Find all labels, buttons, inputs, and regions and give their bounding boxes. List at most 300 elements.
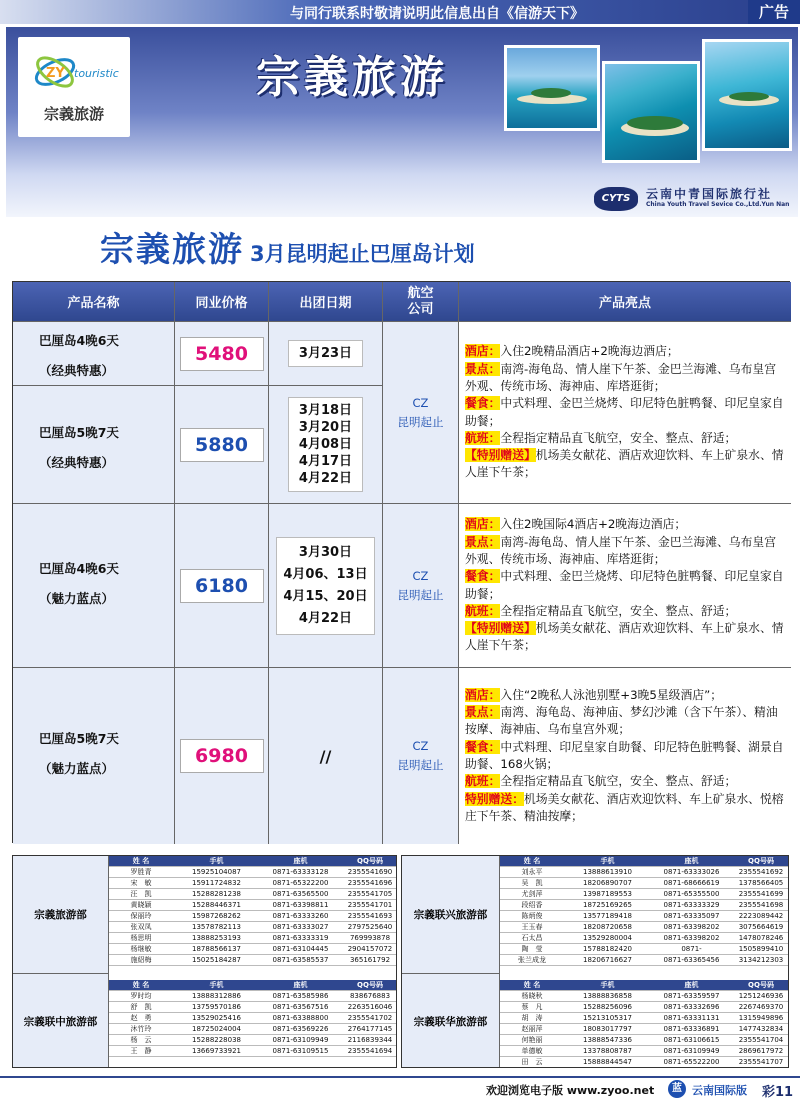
highlights-cell [459, 668, 791, 844]
hotel-label: 酒店： [465, 344, 501, 359]
contact-phone: 0871-63333260 [272, 912, 329, 920]
airline-code: CZ [412, 568, 429, 583]
highlight-gift [465, 447, 787, 482]
date-item: 4月22日 [298, 471, 353, 486]
product-name-cell [13, 668, 175, 844]
contact-qq: 2267469370 [738, 1003, 784, 1011]
product-sub: （经典特惠） [39, 455, 115, 470]
contact-phone: 0871-63398202 [663, 934, 720, 942]
airline-cell [383, 668, 459, 844]
island-photo-2 [602, 61, 700, 163]
contact-name: 罗时均 [130, 992, 152, 1000]
contact-name: 张双凤 [130, 923, 152, 931]
ad-label: 广告 [748, 0, 800, 24]
flight-label: 航班： [465, 774, 501, 789]
contact-row [500, 991, 789, 1002]
headline [100, 222, 475, 272]
contact-mobile: 15213105317 [583, 1014, 632, 1022]
hotel-label: 酒店： [465, 517, 501, 532]
contact-qq: 2263516046 [347, 1003, 393, 1011]
contact-phone: 0871-68666619 [663, 879, 720, 887]
contact-mobile: 13888312886 [192, 992, 241, 1000]
date-item: 4月06、13日 [283, 566, 368, 582]
footer [0, 1074, 800, 1100]
contact-row [109, 867, 397, 878]
spots-text: 南湾-海龟岛、情人崖下午茶、金巴兰海滩、乌布皇宫外观、传统市场、海神庙、库塔逛街； [465, 534, 776, 566]
meals-label: 餐食： [465, 569, 501, 584]
contact-qq: QQ号码 [357, 857, 383, 865]
contact-row [500, 911, 789, 922]
contact-row [109, 991, 397, 1002]
contact-row [109, 1002, 397, 1013]
product-table [12, 281, 790, 843]
contact-qq: 3134212303 [738, 956, 784, 964]
product-name: 巴厘岛4晚6天 [39, 333, 119, 348]
date-item: 3月30日 [298, 544, 353, 560]
contact-qq: 1378566405 [738, 879, 784, 887]
contact-row [500, 1002, 789, 1013]
contact-row [500, 1046, 789, 1057]
contact-row [109, 889, 397, 900]
contact-mobile: 15288256096 [583, 1003, 632, 1011]
contact-mobile: 手机 [600, 981, 615, 989]
product-name-cell [13, 386, 175, 504]
contact-mobile: 13669733921 [192, 1047, 241, 1055]
highlights-cell [459, 322, 791, 504]
dept-name: 宗義旅游部 [13, 856, 109, 974]
price-cell [175, 322, 269, 386]
header-price: 同业价格 [175, 282, 269, 322]
contact-row [500, 944, 789, 955]
contact-phone: 0871- [681, 945, 702, 953]
date-item: 4月17日 [298, 454, 353, 469]
contact-phone: 0871-63333027 [272, 923, 329, 931]
contact-phone: 0871-63104445 [272, 945, 329, 953]
source-notice: 与同行联系时敬请说明此信息出自《信游天下》 [290, 6, 584, 22]
header-airline-line1: 航空 [407, 285, 434, 301]
contact-qq: 2355541704 [738, 1036, 784, 1044]
footer-badge: 蓝 [668, 1080, 686, 1098]
contact-phone: 座机 [293, 981, 308, 989]
contact-phone: 座机 [293, 857, 308, 865]
contact-mobile: 13378808787 [583, 1047, 632, 1055]
contact-mobile: 15987268262 [192, 912, 241, 920]
highlight-hotel [465, 516, 787, 533]
contact-mobile: 15788182420 [583, 945, 632, 953]
contact-qq: 2223089442 [738, 912, 784, 920]
spots-text: 南湾-海龟岛、情人崖下午茶、金巴兰海滩、乌布皇宫外观、传统市场、海神庙、库塔逛街； [465, 361, 776, 393]
airline-note: 昆明起止 [397, 758, 444, 772]
dates-cell [269, 386, 383, 504]
contact-table-right [401, 855, 789, 1068]
price-cell [175, 668, 269, 844]
dates-cell [269, 668, 383, 844]
contact-mobile: 15025184287 [192, 956, 241, 964]
contact-mobile: 13529280004 [583, 934, 632, 942]
contact-name: 汪 凯 [130, 890, 152, 898]
contact-name: 赵丽萍 [521, 1025, 543, 1033]
contact-row [500, 867, 789, 878]
contact-mobile: 15888844547 [583, 1058, 632, 1066]
contact-mobile: 15288446371 [192, 901, 241, 909]
airline-note: 昆明起止 [397, 587, 444, 602]
highlight-hotel [465, 687, 787, 704]
contact-phone: 0871-63569226 [272, 1025, 329, 1033]
contact-mobile: 13529025416 [192, 1014, 241, 1022]
contact-name: 王 静 [130, 1047, 152, 1055]
price: 6180 [180, 569, 264, 603]
contact-phone: 0871-63333329 [663, 901, 720, 909]
contact-qq: 769993878 [349, 934, 391, 942]
contact-phone: 0871-63109949 [663, 1047, 720, 1055]
contact-name: 何艳丽 [521, 1036, 543, 1044]
contact-phone: 0871-63567516 [272, 1003, 329, 1011]
hotel-text: 入住2晚精品酒店+2晚海边酒店； [500, 344, 679, 359]
contact-name: 姓 名 [132, 981, 150, 989]
contact-qq: 2869617972 [738, 1047, 784, 1055]
contact-name: 杨思明 [130, 934, 152, 942]
dept-name: 宗義联中旅游部 [13, 974, 109, 1068]
contact-mobile: 15925104087 [192, 868, 241, 876]
contact-mobile: 13987189553 [583, 890, 632, 898]
dates-cell [269, 322, 383, 386]
agency-mark: CYTS [594, 187, 638, 211]
agency-name-cn: 云南中青国际旅行社 [646, 187, 773, 201]
product-name: 巴厘岛5晚7天 [39, 731, 119, 746]
contact-header-row [500, 980, 789, 991]
contact-row [500, 1024, 789, 1035]
contact-name: 田 云 [521, 1058, 543, 1066]
contact-phone: 座机 [684, 981, 699, 989]
date-item: // [319, 746, 332, 766]
contact-mobile: 18206890707 [583, 879, 632, 887]
gift-text: 机场美女献花、酒店欢迎饮料、车上矿泉水、悦榕庄下午茶、精油按摩； [465, 791, 784, 823]
contact-mobile: 18725169265 [583, 901, 632, 909]
airline-code: CZ [412, 739, 429, 753]
contact-mobile: 13759570186 [192, 1003, 241, 1011]
contact-name: 吴 凯 [521, 879, 543, 887]
contact-qq: 2355541701 [347, 901, 393, 909]
dates [276, 537, 374, 635]
contact-row [500, 1057, 789, 1068]
contact-phone: 0871-63332696 [663, 1003, 720, 1011]
contact-name: 黄晓颖 [130, 901, 152, 909]
contact-qq: 2764177145 [347, 1025, 393, 1033]
contact-phone: 0871-63398811 [272, 901, 329, 909]
contact-qq: 2355541698 [738, 901, 784, 909]
contact-phone: 0871-65522200 [663, 1058, 720, 1066]
header-highlights: 产品亮点 [459, 282, 791, 322]
product-name-cell [13, 504, 175, 668]
contact-name: 杨晓秋 [521, 992, 543, 1000]
highlight-hotel [465, 343, 787, 360]
flight-label: 航班： [465, 603, 501, 618]
contact-mobile: 13888613910 [583, 868, 632, 876]
contact-mobile: 手机 [209, 857, 224, 865]
dept-name: 宗義联兴旅游部 [402, 856, 500, 974]
highlight-spots [465, 704, 787, 739]
contact-mobile: 15288228038 [192, 1036, 241, 1044]
date-item: 4月15、20日 [283, 588, 368, 604]
contact-row [500, 900, 789, 911]
contact-phone: 0871-65322200 [272, 879, 329, 887]
gift-label: 【特别赠送】 [465, 448, 536, 463]
contact-qq: 2355541693 [347, 912, 393, 920]
contact-phone: 0871-63109515 [272, 1047, 329, 1055]
contact-qq: 2355541690 [347, 868, 393, 876]
contact-name: 蔡 凡 [521, 1003, 543, 1011]
contact-mobile: 13888547336 [583, 1036, 632, 1044]
contact-name: 舒 凯 [130, 1003, 152, 1011]
contact-qq: 1315949896 [738, 1014, 784, 1022]
contact-qq: 2355541702 [347, 1014, 393, 1022]
header-dates: 出团日期 [269, 282, 383, 322]
contact-phone: 0871-63398202 [663, 923, 720, 931]
contact-row [109, 922, 397, 933]
contact-phone: 0871-63388800 [272, 1014, 329, 1022]
contact-mobile: 手机 [209, 981, 224, 989]
contact-row [500, 922, 789, 933]
meals-label: 餐食： [465, 739, 501, 754]
contact-name: 姓 名 [523, 981, 541, 989]
contact-name: 姓 名 [523, 857, 541, 865]
contact-row [500, 878, 789, 889]
contact-phone: 0871-63106615 [663, 1036, 720, 1044]
contact-row [109, 1035, 397, 1046]
contact-qq: QQ号码 [357, 981, 383, 989]
date-item: 4月08日 [298, 437, 353, 452]
logo-swirl-icon [32, 49, 78, 95]
meals-label: 餐食： [465, 396, 501, 411]
contact-phone: 0871-63365456 [663, 956, 720, 964]
contact-mobile: 18725024004 [192, 1025, 241, 1033]
header-airline-line2: 公司 [407, 301, 434, 317]
contact-mobile: 手机 [600, 857, 615, 865]
gift-label: 【特别赠送】 [465, 621, 536, 636]
contact-name: 施紹梅 [130, 956, 152, 964]
headline-plan: 3月昆明起止巴厘岛计划 [250, 242, 475, 266]
contact-name: 姓 名 [132, 857, 150, 865]
contact-mobile: 18208720658 [583, 923, 632, 931]
header-airline [383, 282, 459, 322]
headline-brand: 宗義旅游 [100, 230, 244, 270]
contact-row [109, 1046, 397, 1057]
agency-name-en: China Youth Travel Sevice Co.,Ltd.Yun Nan [646, 201, 790, 208]
product-name: 巴厘岛5晚7天 [39, 425, 119, 440]
contact-name: 王玉春 [521, 923, 543, 931]
contact-name: 石太昌 [521, 934, 543, 942]
island-photo-3 [702, 39, 792, 151]
contact-qq: 2355541699 [738, 890, 784, 898]
spots-label: 景点： [465, 361, 501, 376]
contact-table-left [12, 855, 397, 1068]
brand-title: 宗義旅游 [256, 52, 448, 103]
contact-name: 陈炳俊 [521, 912, 543, 920]
contact-qq: 2355541694 [347, 1047, 393, 1055]
contact-name: 沐竹玲 [130, 1025, 152, 1033]
airline-note: 昆明起止 [397, 414, 444, 429]
contact-qq: QQ号码 [748, 857, 774, 865]
contact-row [500, 933, 789, 944]
contact-qq: QQ号码 [748, 981, 774, 989]
contact-row [109, 900, 397, 911]
contact-name: 单德敏 [521, 1047, 543, 1055]
price: 5480 [180, 337, 264, 371]
price: 5880 [180, 428, 264, 462]
highlight-flight [465, 773, 787, 790]
contact-mobile: 13577189418 [583, 912, 632, 920]
contact-row [109, 944, 397, 955]
contact-name: 赵 勇 [130, 1014, 152, 1022]
spots-label: 景点： [465, 705, 501, 720]
contact-row [109, 1024, 397, 1035]
flight-label: 航班： [465, 430, 501, 445]
contact-qq: 1505899410 [738, 945, 784, 953]
price-cell [175, 386, 269, 504]
dept-name: 宗義联华旅游部 [402, 974, 500, 1068]
contact-row [500, 1035, 789, 1046]
contact-name: 刘永平 [521, 868, 543, 876]
contact-phone: 0871-63359597 [663, 992, 720, 1000]
logo-name: 宗義旅游 [43, 105, 104, 123]
contact-qq: 2355541696 [347, 879, 393, 887]
highlight-flight [465, 603, 787, 620]
contact-phone: 0871-63336891 [663, 1025, 720, 1033]
contact-header-row [109, 980, 397, 991]
contact-qq: 2355541692 [738, 868, 784, 876]
airline-cell [383, 504, 459, 668]
contact-qq: 1251246936 [738, 992, 784, 1000]
contact-mobile: 18083017797 [583, 1025, 632, 1033]
date-item: 3月20日 [298, 420, 353, 435]
contact-name: 张兰成龙 [518, 956, 546, 964]
contact-phone: 座机 [684, 857, 699, 865]
logo [18, 37, 130, 137]
contact-row [109, 955, 397, 966]
flight-text: 全程指定精品直飞航空，安全、整点、舒适； [500, 774, 737, 789]
top-strip [0, 0, 800, 26]
contact-name: 罗胜青 [130, 868, 152, 876]
flight-text: 全程指定精品直飞航空，安全、整点、舒适； [500, 603, 737, 618]
contact-qq: 1478078246 [738, 934, 784, 942]
contact-header-row [500, 856, 789, 867]
contact-name: 段绍香 [521, 901, 543, 909]
gift-text: 机场美女献花、酒店欢迎饮料、车上矿泉水、情人崖下午茶； [465, 448, 784, 480]
contact-phone: 0871-63585537 [272, 956, 329, 964]
page-number: 彩11 [762, 1085, 794, 1100]
contact-qq: 2904157072 [347, 945, 393, 953]
contact-phone: 0871-63585986 [272, 992, 329, 1000]
dates [288, 397, 363, 492]
logo-mark-text: ZY [46, 66, 65, 81]
product-sub: （经典特惠） [39, 363, 115, 378]
hotel-text: 入住2晚国际4酒店+2晚海边酒店； [500, 517, 687, 532]
contact-row [500, 955, 789, 966]
meals-text: 中式料理、金巴兰烧烤、印尼特色脏鸭餐、印尼皇家自助餐； [465, 396, 784, 428]
highlight-meals [465, 739, 787, 774]
contact-qq: 2116839344 [347, 1036, 393, 1044]
date-item: 3月23日 [298, 346, 353, 361]
contact-name: 胡 涛 [521, 1014, 543, 1022]
island-photo-1 [504, 45, 600, 131]
contact-qq: 838676883 [349, 992, 391, 1000]
contact-qq: 2797525640 [347, 923, 393, 931]
gift-text: 机场美女献花、酒店欢迎饮料、车上矿泉水、情人崖下午茶； [465, 621, 784, 653]
product-sub: （魅力蓝点） [39, 761, 115, 776]
contact-qq: 1477432834 [738, 1025, 784, 1033]
spots-text: 南湾、海龟岛、海神庙、梦幻沙滩（含下午茶）、精油按摩、海神庙、乌布皇宫外观； [465, 705, 778, 737]
dates-cell [269, 504, 383, 668]
highlight-meals [465, 395, 787, 430]
contact-phone: 0871-63335097 [663, 912, 720, 920]
banner [6, 27, 798, 217]
contact-qq: 365161792 [349, 956, 391, 964]
highlight-meals [465, 568, 787, 603]
highlight-gift [465, 620, 787, 655]
contact-mobile: 13888253193 [192, 934, 241, 942]
contact-row [109, 878, 397, 889]
airline-cell [383, 322, 459, 504]
hotel-text: 入住“2晚私人泳池别墅+3晚5星级酒店”； [500, 687, 722, 702]
contact-phone: 0871-63333128 [272, 868, 329, 876]
footer-edition: 云南国际版 [692, 1084, 747, 1097]
contact-qq: 2355541705 [347, 890, 393, 898]
contact-row [500, 1013, 789, 1024]
airline-code: CZ [412, 395, 429, 410]
date-item: 3月18日 [298, 403, 353, 418]
contact-mobile: 13578782113 [192, 923, 241, 931]
contact-phone: 0871-65355500 [663, 890, 720, 898]
dates [288, 340, 363, 367]
product-name-cell [13, 322, 175, 386]
contact-phone: 0871-63109949 [272, 1036, 329, 1044]
price-cell [175, 504, 269, 668]
highlight-spots [465, 534, 787, 569]
gift-label: 特别赠送： [465, 791, 524, 806]
contact-name: 杨 云 [130, 1036, 152, 1044]
contact-name: 保丽玲 [130, 912, 152, 920]
highlight-flight [465, 430, 787, 447]
contact-mobile: 15911724832 [192, 879, 241, 887]
contact-mobile: 18788566137 [192, 945, 241, 953]
contact-name: 尤剑萍 [521, 890, 543, 898]
meals-text: 中式料理、金巴兰烧烤、印尼特色脏鸭餐、印尼皇家自助餐； [465, 569, 784, 601]
contact-name: 陶 莹 [521, 945, 543, 953]
contact-mobile: 18206716627 [583, 956, 632, 964]
contact-qq: 2355541707 [738, 1058, 784, 1066]
product-sub: （魅力蓝点） [39, 591, 115, 606]
logo-tag: touristic [74, 67, 119, 80]
contact-phone: 0871-63331131 [663, 1014, 720, 1022]
contact-header-row [109, 856, 397, 867]
contact-phone: 0871-63333319 [272, 934, 329, 942]
contact-name: 宋 敏 [130, 879, 152, 887]
date-item: 4月22日 [298, 610, 353, 626]
contact-qq: 3075664619 [738, 923, 784, 931]
contact-mobile: 13888836858 [583, 992, 632, 1000]
meals-text: 中式料理、印尼皇家自助餐、印尼特色脏鸭餐、湖景自助餐、168火锅； [465, 739, 784, 771]
contact-row [500, 889, 789, 900]
highlights-cell [459, 504, 791, 668]
flight-text: 全程指定精品直飞航空，安全、整点、舒适； [500, 430, 737, 445]
contact-phone: 0871-63565500 [272, 890, 329, 898]
footer-rule [0, 1076, 800, 1078]
hotel-label: 酒店： [465, 687, 501, 702]
highlight-gift [465, 791, 787, 826]
contact-row [109, 933, 397, 944]
highlight-spots [465, 361, 787, 396]
price: 6980 [180, 739, 264, 773]
